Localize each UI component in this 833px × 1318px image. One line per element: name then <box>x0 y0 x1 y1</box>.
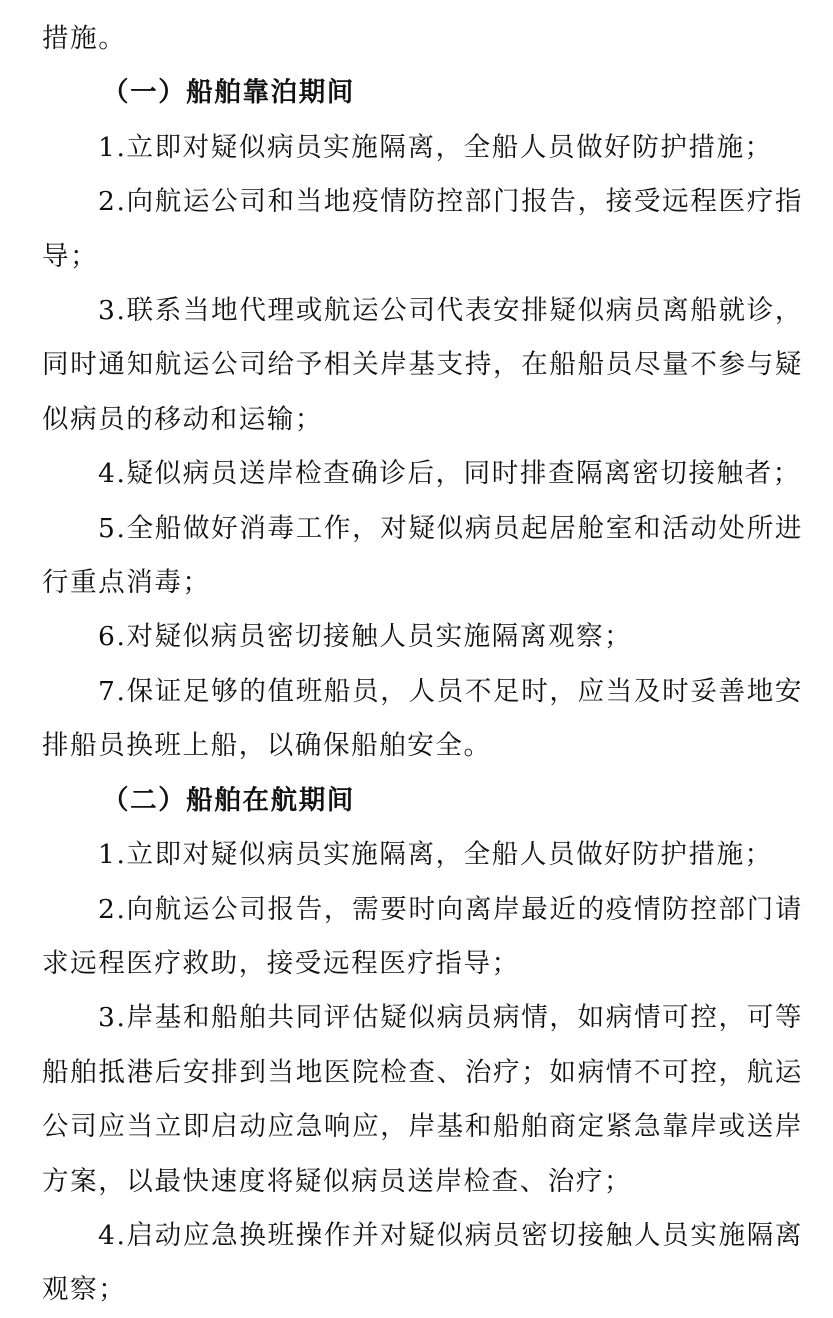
section-heading-berthing: （一）船舶靠泊期间 <box>102 77 355 109</box>
section-heading-underway: （二）船舶在航期间 <box>102 784 355 816</box>
list-item: 2.向航运公司和当地疫情防控部门报告，接受远程医疗指导； <box>42 186 803 272</box>
list-item: 5.全船做好消毒工作，对疑似病员起居舱室和活动处所进行重点消毒； <box>42 512 803 599</box>
list-item: 1.立即对疑似病员实施隔离，全船人员做好防护措施； <box>98 839 773 871</box>
list-item: 3.联系当地代理或航运公司代表安排疑似病员离船就诊，同时通知航运公司给予相关岸基支持，在船船员尽量不参与疑似病员的移动和运输； <box>42 295 803 435</box>
lead-text: 措施。 <box>42 23 127 54</box>
list-item: 7.保证足够的值班船员，人员不足时，应当及时妥善地安排船员换班上船，以确保船舶安全。 <box>42 675 803 762</box>
list-item: 4.疑似病员送岸检查确诊后，同时排查隔离密切接触者； <box>98 458 801 490</box>
list-item: 4.启动应急换班操作并对疑似病员密切接触人员实施隔离观察； <box>42 1219 803 1306</box>
list-item: 6.对疑似病员密切接触人员实施隔离观察； <box>98 621 633 653</box>
list-item: 2.向航运公司报告，需要时向离岸最近的疫情防控部门请求远程医疗救助，接受远程医疗指导； <box>42 893 803 979</box>
list-item: 3.岸基和船舶共同评估疑似病员病情，如病情可控，可等船舶抵港后安排到当地医院检查、治疗；如病情不可控，航运公司应当立即启动应急响应，岸基和船舶商定紧急靠岸或送岸方案，以最快速度将疑似病员送岸检查、治疗； <box>42 1002 803 1197</box>
list-item: 1.立即对疑似病员实施隔离，全船人员做好防护措施； <box>98 131 773 163</box>
